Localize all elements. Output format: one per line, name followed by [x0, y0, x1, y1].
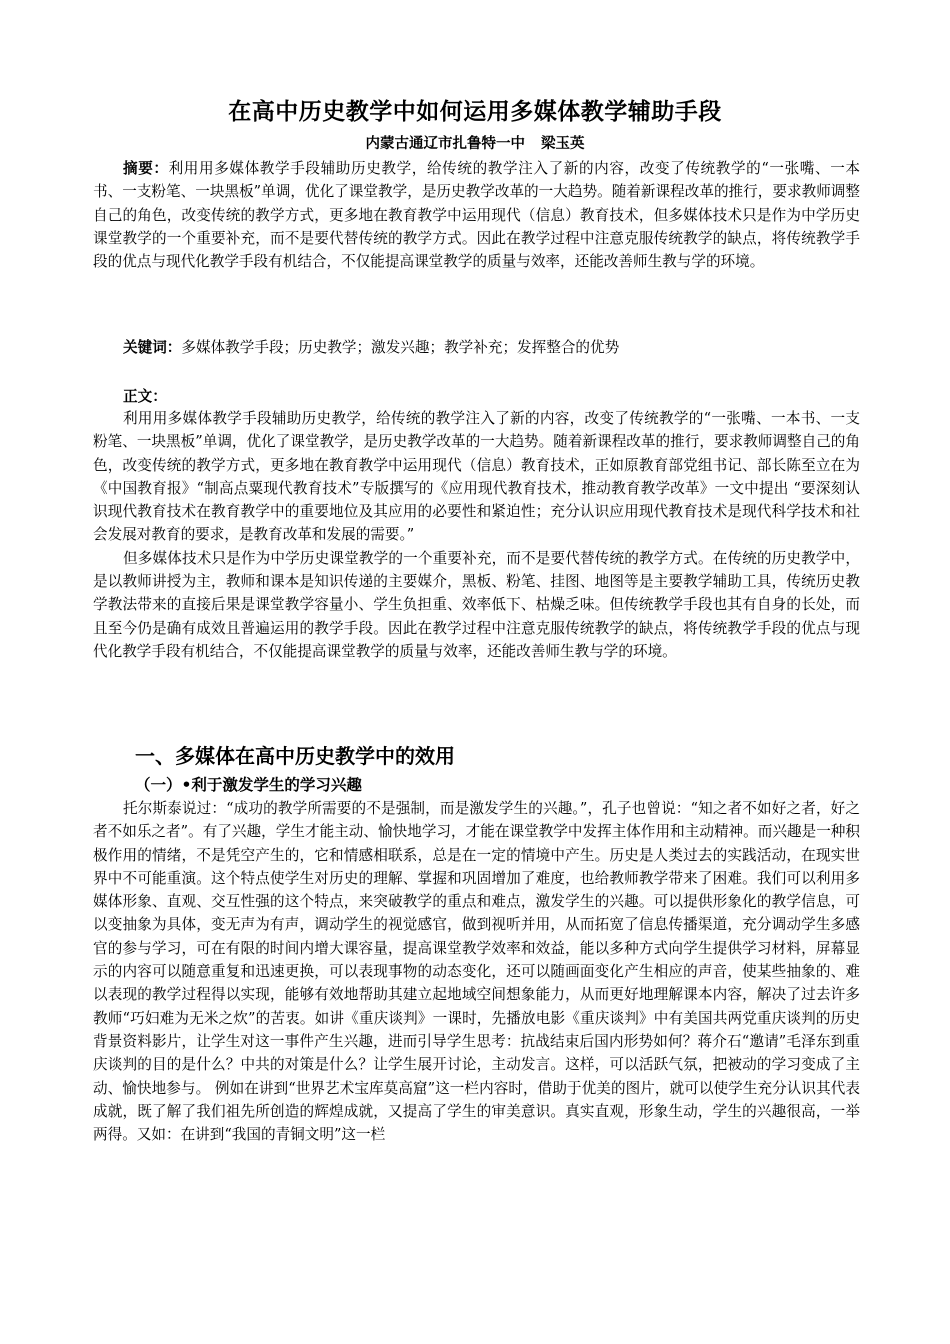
body-paragraph: 但多媒体技术只是作为中学历史课堂教学的一个重要补充，而不是要代替传统的教学方式。在传统的历史教学中，是以教师讲授为主，教师和课本是知识传递的主要媒介，黑板、粉笔、挂图、地图等是主要教学辅助工具，传统历史教学教法带来的直接后果是课堂教学容量小、学生负担重、效率低下、枯燥乏味。但传统教学手段也其有自身的长处，而且至今仍是确有成效且普遍运用的教学手段。因此在教学过程中注意克服传统教学的缺点，将传统教学手段的优点与现代化教学手段有机结合，不仅能提高课堂教学的质量与效率，还能改善师生教与学的环境。: [93, 549, 860, 660]
keywords-label: 关键词：: [123, 339, 182, 356]
document-title: 在高中历史教学中如何运用多媒体教学辅助手段: [228, 99, 722, 125]
abstract-block: [93, 157, 860, 273]
abstract-label: 摘要：: [123, 160, 169, 177]
body-intro: [93, 407, 860, 663]
keywords-block: [93, 336, 860, 359]
keywords-text: 多媒体教学手段；历史教学；激发兴趣；教学补充；发挥整合的优势: [181, 339, 620, 356]
abstract-text: 利用用多媒体教学手段辅助历史教学，给传统的教学注入了新的内容，改变了传统教学的“一张嘴、一本书、一支粉笔、一块黑板”单调，优化了课堂教学，是历史教学改革的一大趋势。随着新课程改革的推行，要求教师调整自己的角色，改变传统的教学方式，更多地在教育教学中运用现代（信息）教育技术，但多媒体技术只是作为中学历史课堂教学的一个重要补充，而不是要代替传统的教学方式。因此在教学过程中注意克服传统教学的缺点，将传统教学手段的优点与现代化教学手段有机结合，不仅能提高课堂教学的质量与效率，还能改善师生教与学的环境。: [93, 160, 860, 271]
body-paragraph: 利用用多媒体教学手段辅助历史教学，给传统的教学注入了新的内容，改变了传统教学的“一张嘴、一本书、一支粉笔、一块黑板”单调，优化了课堂教学，是历史教学改革的一大趋势。随着新课程改革的推行，要求教师调整自己的角色，改变传统的教学方式，更多地在教育教学中运用现代（信息）教育技术，正如原教育部党组书记、部长陈至立在为《中国教育报》“制高点粟现代教育技术”专版撰写的《应用现代教育技术，推动教育教学改革》一文中提出 “要深刻认识现代教育技术在教育教学中的重要地位及其应用的必要性和紧迫性；充分认识应用现代教育技术是现代科学技术和社会发展对教育的要求，是教育改革和发展的需要。”: [93, 410, 860, 544]
subsection-body: [93, 797, 860, 1146]
subsection-heading: （一）•利于激发学生的学习兴趣: [135, 776, 362, 794]
author-name: 梁玉英: [541, 136, 585, 152]
body-paragraph: 托尔斯泰说过：“成功的教学所需要的不是强制，而是激发学生的兴趣。”，孔子也曾说：“知之者不如好之者，好之者不如乐之者”。有了兴趣，学生才能主动、愉快地学习，才能在课堂教学中发挥主体作用和主动精神。而兴趣是一种积极作用的情绪，不是凭空产生的，它和情感相联系，总是在一定的情境中产生。历史是人类过去的实践活动，在现实世界中不可能重演。这个特点使学生对历史的理解、掌握和巩固增加了难度，也给教师教学带来了困难。我们可以利用多媒体形象、直观、交互性强的这个特点，来突破教学的重点和难点，激发学生的兴趣。可以提供形象化的教学信息，可以变抽象为具体，变无声为有声，调动学生的视觉感官，做到视听并用，从而拓宽了信息传播渠道，充分调动学生多感官的参与学习，可在有限的时间内增大课容量，提高课堂教学效率和效益，能以多种方式向学生提供学习材料，屏幕显示的内容可以随意重复和迅速更换，可以表现事物的动态变化，还可以随画面变化产生相应的声音，使某些抽象的、难以表现的教学过程得以实现，能够有效地帮助其建立起地域空间想象能力，从而更好地理解课本内容，解决了过去许多教师“巧妇难为无米之炊”的苦衷。如讲《重庆谈判》一课时，先播放电影《重庆谈判》中有美国共两党重庆谈判的历史背景资料影片，让学生对这一事件产生兴趣，进而引导学生思考：抗战结束后国内形势如何？蒋介石“邀请”毛泽东到重庆谈判的目的是什么？中共的对策是什么？让学生展开讨论，主动发言。这样，可以活跃气氛，把被动的学习变成了主动、愉快地参与。 例如在讲到“世界艺术宝库莫高窟”这一栏内容时，借助于优美的图片，就可以使学生充分认识其代表成就，既了解了我们祖先所创造的辉煌成就，又提高了学生的审美意识。真实直观，形象生动，学生的兴趣很高，一举两得。又如：在讲到“我国的青铜文明”这一栏: [93, 800, 860, 1144]
author-unit: 内蒙古通辽市扎鲁特一中: [365, 136, 525, 152]
body-label-block: [93, 385, 860, 408]
body-label: 正文：: [123, 388, 167, 405]
section-heading: 一、多媒体在高中历史教学中的效用: [135, 744, 455, 768]
author-line: [0, 132, 950, 153]
